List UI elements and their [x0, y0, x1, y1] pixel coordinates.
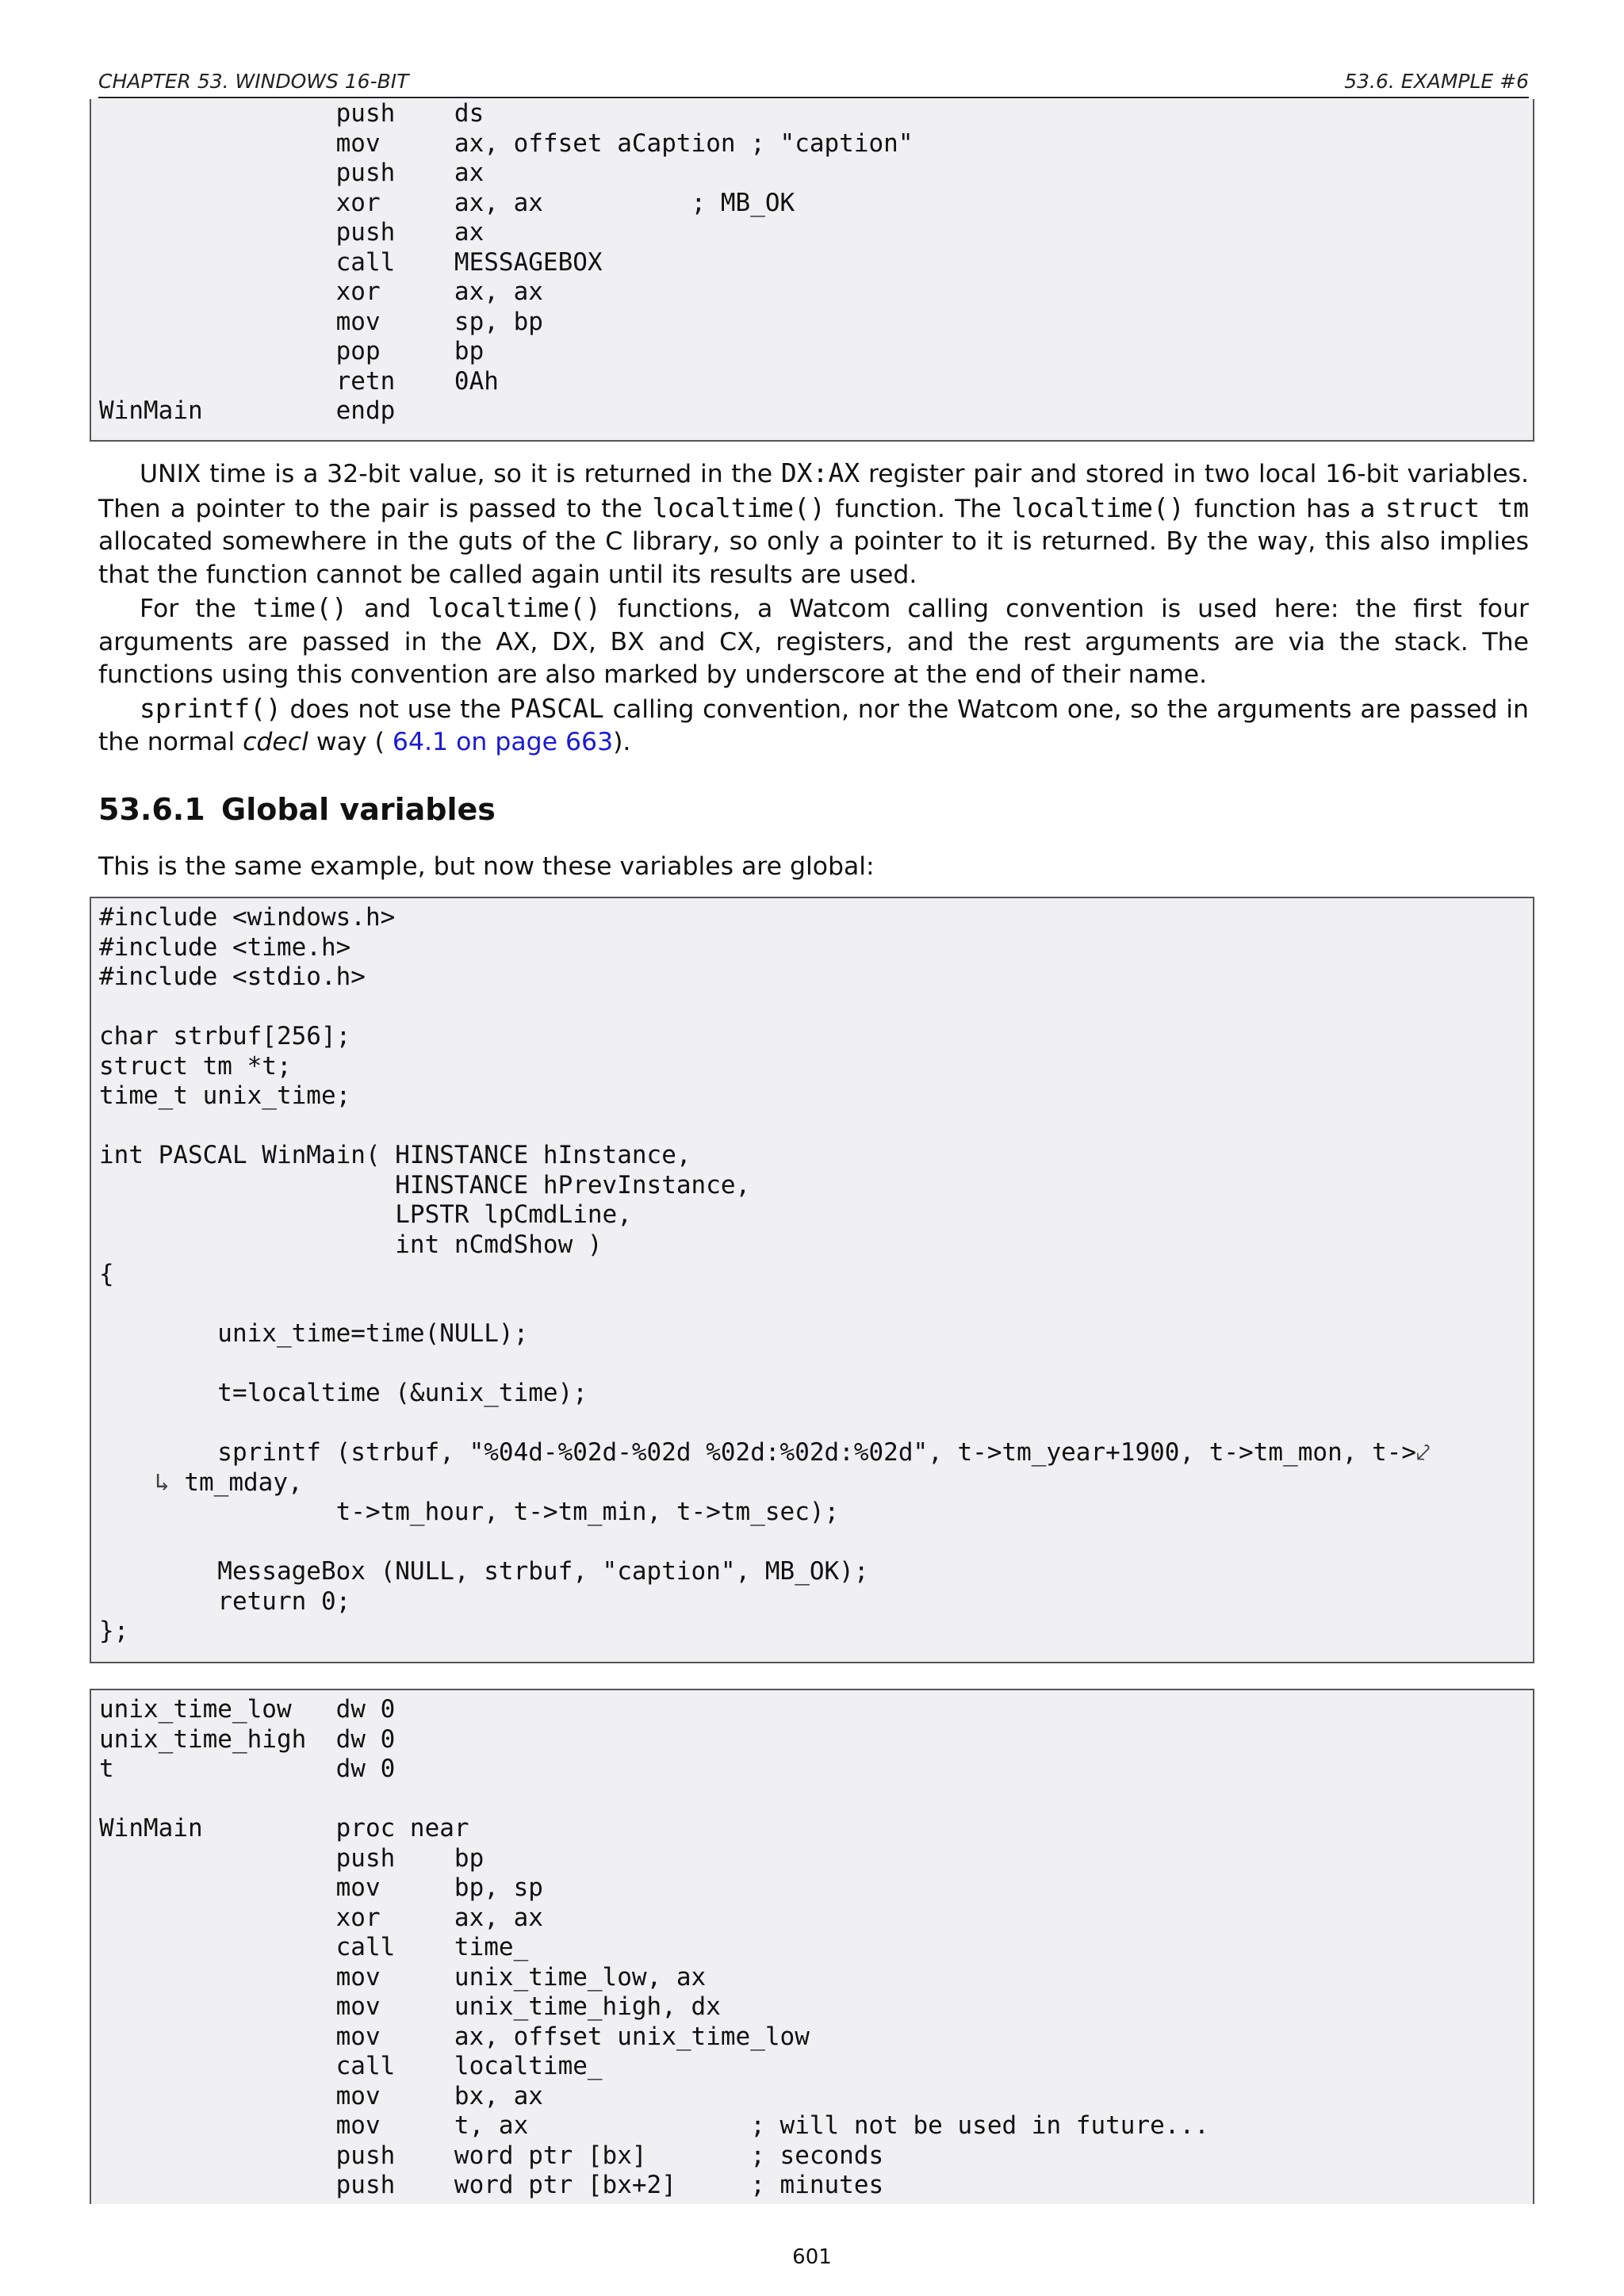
code-line: xor ax, ax: [99, 1903, 543, 1932]
page-header: [98, 65, 1529, 98]
code-line: mov unix_time_high, dx: [99, 1992, 721, 2021]
line-continue-icon: ↳: [155, 1468, 170, 1497]
code-line: push ds: [99, 99, 485, 128]
section-number: 53.6.1: [98, 792, 205, 827]
code-block: #include <windows.h> #include <time.h> #include <stdio.h> char strbuf[256]; struct tm *t; time_t unix_time; int PASCAL WinMain( HINSTANCE hInstance, HINSTANCE hPrevInstance, LPSTR lpCmdLine, int nCmdShow ) { unix_time=time(NULL); t=localtime (&unix_time); sprintf (strbuf, "%04d-%02d-%02d %02d:%02d:%02d", t->tm_year+1900, t->tm_mon, t->⤦ ↳ tm_mday, t->tm_hour, t->tm_min, t->tm_sec); MessageBox (NULL, strbuf, "caption", MB_OK); return 0; };: [99, 903, 1431, 1645]
section-heading: [98, 792, 496, 827]
code-line: mov ax, offset unix_time_low: [99, 2022, 810, 2051]
code-line: retn 0Ah: [99, 366, 499, 396]
code-line: unix_time_high dw 0: [99, 1724, 396, 1754]
code-line: xor ax, ax: [99, 277, 543, 306]
code-line: xor ax, ax ; MB_OK: [99, 188, 795, 217]
paragraph-watcom: For the time() and localtime() functions, a Watcom calling convention is used here: the first four arguments are passed in the AX, DX, BX and CX, registers, and the rest arguments are via the stack. The functions using this convention are also marked by underscore at the end of their name.: [98, 592, 1529, 689]
page-reference-link[interactable]: 64.1 on page 663: [392, 728, 614, 756]
code-line: mov bp, sp: [99, 1873, 543, 1902]
code-listing-asm-top: [90, 99, 1534, 442]
code-line: mov sp, bp: [99, 307, 543, 336]
code-line: push ax: [99, 218, 485, 247]
code-line: push bp: [99, 1843, 485, 1873]
code-listing-c: [90, 897, 1534, 1663]
chapter-title: CHAPTER 53. WINDOWS 16-BIT: [98, 70, 409, 93]
section-title: Global variables: [221, 792, 496, 827]
code-line: mov bx, ax: [99, 2081, 543, 2110]
code-line: t dw 0: [99, 1755, 396, 1783]
code-line: push ax: [99, 159, 485, 187]
code-line: pop bp: [99, 337, 485, 365]
code-line: WinMain proc near: [99, 1814, 469, 1843]
code-line: call localtime_: [99, 2052, 603, 2080]
intro-sentence: This is the same example, but now these variables are global:: [98, 852, 875, 881]
code-line: mov unix_time_low, ax: [99, 1962, 707, 1992]
code-line: mov ax, offset aCaption ; "caption": [99, 128, 914, 158]
section-ref: 53.6. EXAMPLE #6: [1344, 70, 1529, 93]
line-wrap-icon: ⤦: [1416, 1438, 1431, 1467]
body-text: [98, 457, 1529, 760]
code-line: push word ptr [bx+2] ; minutes: [99, 2171, 884, 2199]
code-line: unix_time_low dw 0: [99, 1695, 396, 1724]
code-line: [91, 1785, 1533, 1815]
code-line: WinMain endp: [99, 396, 396, 425]
code-line: call time_: [99, 1933, 529, 1961]
paragraph-sprintf: sprintf() does not use the PASCAL calling convention, nor the Watcom one, so the arguments are passed in the normal cdecl way ( 64.1 on page 663).: [98, 692, 1529, 756]
paragraph-unix-time: UNIX time is a 32-bit value, so it is returned in the DX:AX register pair and stored in two local 16-bit variables. Then a pointer to the pair is passed to the localtime() function. The localtime() function has a struct tm allocated somewhere in the guts of the C library, so only a pointer to it is returned. By the way, this also implies that the function cannot be called again until its results are used.: [98, 457, 1530, 589]
code-line: mov t, ax ; will not be used in future...: [99, 2111, 1209, 2140]
code-listing-asm-bottom: [90, 1689, 1534, 2204]
code-line: call MESSAGEBOX: [99, 247, 603, 277]
code-line: push word ptr [bx] ; seconds: [99, 2141, 884, 2170]
page-number: 601: [792, 2245, 832, 2269]
